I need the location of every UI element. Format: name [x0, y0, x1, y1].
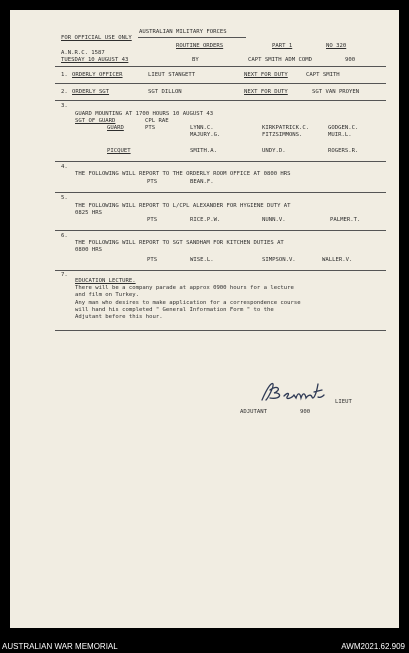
assigned-name: WALLER.V.	[322, 257, 353, 263]
picquet-name: SMITH.A.	[190, 148, 217, 154]
assigned-name: WISE.L.	[190, 257, 214, 263]
section-number: 5.	[61, 195, 68, 201]
assigned-name: BEAN.F.	[190, 179, 214, 185]
authority: CAPT SMITH ADM COMD	[248, 57, 312, 63]
handwritten-signature	[256, 378, 336, 406]
guard-name: KIRKPATRICK.C.	[262, 125, 310, 131]
instruction-text: THE FOLLOWING WILL REPORT TO L/CPL ALEXANDER FOR HYGIENE DUTY AT	[75, 203, 291, 209]
guard-name: MAJURY.G.	[190, 132, 221, 138]
section-number: 6.	[61, 233, 68, 239]
order-date: TUESDAY 10 AUGUST 43	[61, 57, 129, 63]
assigned-name: SIMPSON.V.	[262, 257, 296, 263]
instruction-time: 0800 HRS	[75, 247, 102, 253]
order-number: NO 320	[326, 43, 347, 49]
divider	[55, 161, 386, 162]
guard-name: MUIR.L.	[328, 132, 352, 138]
divider	[55, 230, 386, 231]
archive-id: AWM2021.62.909	[341, 642, 405, 651]
section-number: 1.	[61, 72, 68, 78]
guard-name: GODGEN.C.	[328, 125, 359, 131]
by-label: BY	[192, 57, 199, 63]
section-number: 4.	[61, 164, 68, 170]
official-use: FOR OFFICIAL USE ONLY	[61, 35, 132, 41]
orderly-officer-label: ORDERLY OFFICER	[72, 72, 123, 78]
adjutant-num: 900	[300, 409, 311, 415]
guard-label: GUARD	[107, 125, 124, 131]
order-title: ROUTINE ORDERS	[176, 43, 224, 49]
instruction-text: THE FOLLOWING WILL REPORT TO THE ORDERLY ROOM OFFICE AT 0800 HRS	[75, 171, 291, 177]
pts-label: PTS	[147, 257, 158, 263]
divider	[55, 270, 386, 271]
archive-label: AUSTRALIAN WAR MEMORIAL	[2, 642, 118, 651]
education-text: Adjutant before this hour.	[75, 314, 163, 320]
order-part: PART 1	[272, 43, 293, 49]
pts-label: PTS	[147, 179, 158, 185]
education-text: Any man who desires to make application for a correspondence course	[75, 300, 301, 306]
orderly-sgt-label: ORDERLY SGT	[72, 89, 110, 95]
section-number: 3.	[61, 103, 68, 109]
pts-label: PTS	[145, 125, 156, 131]
assigned-name: RICE.P.W.	[190, 217, 221, 223]
orderly-officer-name: LIEUT STANGETT	[148, 72, 196, 78]
next-duty-name: SGT VAN PROYEN	[312, 89, 360, 95]
divider	[138, 37, 246, 38]
guard-name: LYNN.C.	[190, 125, 214, 131]
authority-num: 900	[345, 57, 356, 63]
orderly-sgt-name: SGT DILLON	[148, 89, 182, 95]
education-text: and film on Turkey.	[75, 292, 139, 298]
signature-rank: LIEUT	[335, 399, 352, 405]
guard-name: FITZSIMMONS.	[262, 132, 303, 138]
next-duty-label: NEXT FOR DUTY	[244, 72, 288, 78]
divider	[55, 66, 386, 67]
instruction-time: 0825 HRS	[75, 210, 102, 216]
education-text: There will be a company parade at approx 0900 hours for a lecture	[75, 285, 294, 291]
education-heading: EDUCATION LECTURE.	[75, 278, 136, 284]
divider	[55, 192, 386, 193]
pts-label: PTS	[147, 217, 158, 223]
instruction-text: THE FOLLOWING WILL REPORT TO SGT SANDHAM FOR KITCHEN DUTIES AT	[75, 240, 284, 246]
next-duty-label: NEXT FOR DUTY	[244, 89, 288, 95]
section-number: 2.	[61, 89, 68, 95]
divider	[55, 330, 386, 331]
divider	[55, 100, 386, 101]
guard-heading: GUARD MOUNTING AT 1700 HOURS 10 AUGUST 43	[75, 111, 214, 117]
cpl-name: CPL RAE	[145, 118, 169, 124]
document-page	[10, 10, 399, 628]
education-text: will hand his completed " General Information Form " to the	[75, 307, 274, 313]
next-duty-name: CAPT SMITH	[306, 72, 340, 78]
divider	[55, 83, 386, 84]
picquet-name: ROGERS.R.	[328, 148, 359, 154]
reference: A.N.R.C. 1587	[61, 50, 105, 56]
section-number: 7.	[61, 272, 68, 278]
org-title: AUSTRALIAN MILITARY FORCES	[139, 29, 227, 35]
picquet-label: PICQUET	[107, 148, 131, 154]
sgt-of-guard-label: SGT OF GUARD	[75, 118, 116, 124]
assigned-name: PALMER.T.	[330, 217, 361, 223]
picquet-name: UNDY.D.	[262, 148, 286, 154]
adjutant-label: ADJUTANT	[240, 409, 267, 415]
assigned-name: NUNN.V.	[262, 217, 286, 223]
